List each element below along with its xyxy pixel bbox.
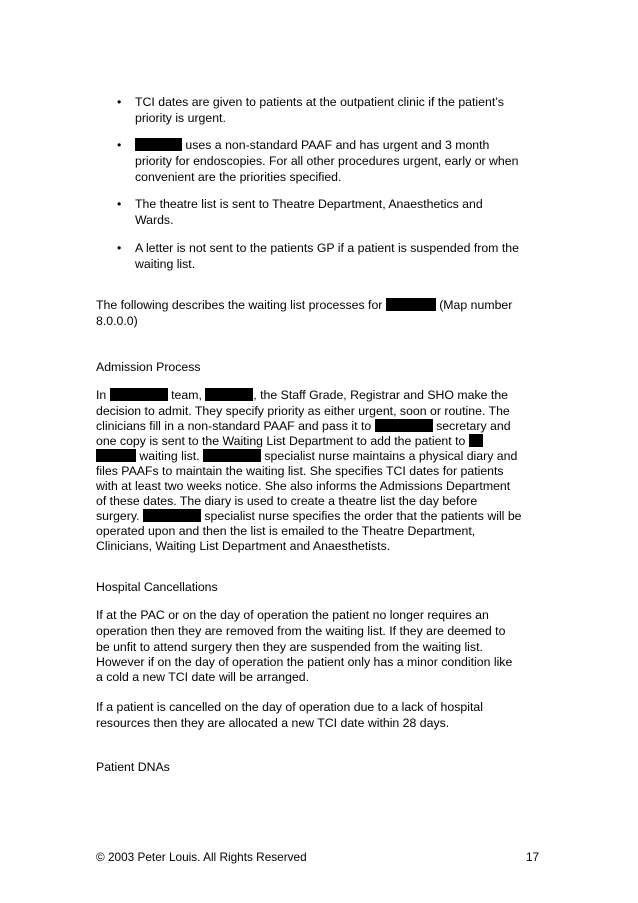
cancellations-p1-line-5: a cold a new TCI date will be arranged. (96, 670, 310, 684)
admission-heading: Admission Process (96, 360, 201, 374)
admission-line-1: In team, , the Staff Grade, Registrar and SHO make the (96, 388, 508, 402)
bullet-1-line-2: priority is urgent. (135, 111, 226, 125)
redaction-block (469, 434, 483, 447)
cancellations-p1-line-2: operation then they are removed from the waiting list. If they are deemed to (96, 624, 506, 638)
bullet-3-line-2: Wards. (135, 213, 174, 227)
cancellations-p2-line-2: resources then they are allocated a new TCI date within 28 days. (96, 716, 450, 730)
bullet-4-line-1: A letter is not sent to the patients GP if a patient is suspended from the (135, 241, 519, 255)
admission-line-4: one copy is sent to the Waiting List Department to add the patient to (96, 434, 483, 449)
footer-copyright: © 2003 Peter Louis. All Rights Reserved (96, 850, 307, 864)
admission-line-5: waiting list. specialist nurse maintains a physical diary and (96, 449, 517, 464)
cancellations-heading: Hospital Cancellations (96, 580, 218, 594)
cancellations-p2-line-1: If a patient is cancelled on the day of operation due to a lack of hospital (96, 700, 483, 714)
bullet-symbol: • (117, 138, 122, 152)
admission-line-2: decision to admit. They specify priority as either urgent, soon or routine. The (96, 404, 510, 418)
bullet-1-line-1: TCI dates are given to patients at the outpatient clinic if the patient’s (135, 95, 504, 109)
admission-line-8: of these dates. The diary is used to create a theatre list the day before (96, 494, 478, 508)
bullet-4-line-2: waiting list. (135, 257, 196, 271)
admission-line-7: with at least two weeks notice. She also informs the Admissions Department (96, 479, 511, 493)
redaction-block (375, 419, 433, 432)
bullet-2-line-3: convenient are the priorities specified. (135, 170, 342, 184)
admission-line-6: files PAAFs to maintain the waiting list. She specifies TCI dates for patients (96, 464, 504, 478)
admission-line-11: Clinicians, Waiting List Department and Anaesthetists. (96, 539, 391, 553)
redaction-block (110, 388, 168, 401)
cancellations-p1-line-3: be unfit to attend surgery then they are suspended from the waiting list. (96, 640, 483, 654)
bullet-symbol: • (117, 95, 122, 109)
redaction-block (205, 388, 253, 401)
bullet-symbol: • (117, 197, 122, 211)
redaction-block (203, 449, 261, 462)
cancellations-p1-line-1: If at the PAC or on the day of operation the patient no longer requires an (96, 608, 489, 622)
admission-line-3: clinicians fill in a non-standard PAAF and pass it to secretary and (96, 419, 511, 433)
intro-line-1: The following describes the waiting list processes for (Map number (96, 298, 513, 312)
bullet-2-line-1: uses a non-standard PAAF and has urgent and 3 month (135, 138, 489, 153)
bullet-2-line-2: priority for endoscopies. For all other procedures urgent, early or when (135, 154, 519, 168)
footer-page-number: 17 (526, 850, 540, 864)
admission-line-9: surgery. specialist nurse specifies the order that the patients will be (96, 509, 522, 523)
redaction-block (143, 509, 201, 522)
redaction-block (135, 138, 182, 151)
redaction-block (386, 298, 436, 311)
bullet-symbol: • (117, 241, 122, 255)
cancellations-p1-line-4: However if on the day of operation the patient only has a minor condition like (96, 655, 513, 669)
dnas-heading: Patient DNAs (96, 760, 170, 774)
admission-line-10: operated upon and then the list is emailed to the Theatre Department, (96, 524, 476, 538)
redaction-block (96, 449, 136, 462)
intro-line-2: 8.0.0.0) (96, 314, 138, 328)
bullet-3-line-1: The theatre list is sent to Theatre Department, Anaesthetics and (135, 197, 483, 211)
